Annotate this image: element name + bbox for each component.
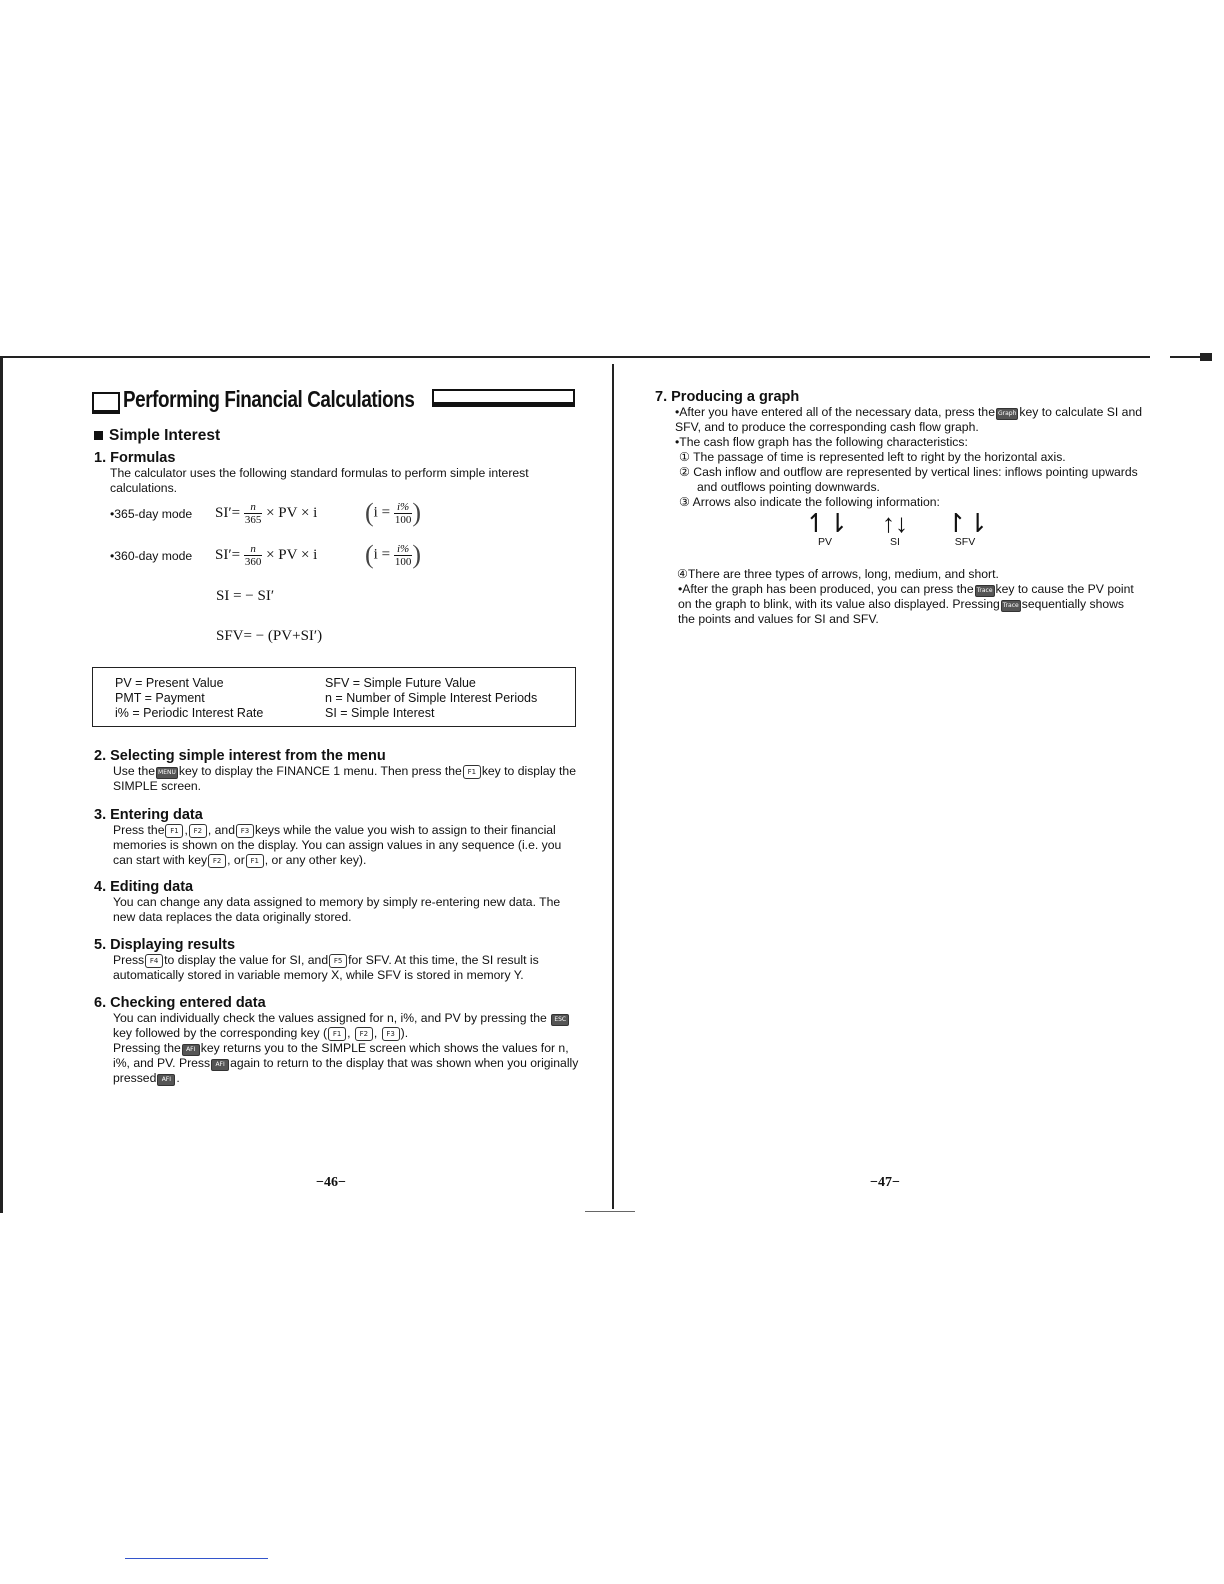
char-3: ③ Arrows also indicate the following information: bbox=[679, 495, 940, 509]
bottom-gutter-rule bbox=[585, 1211, 635, 1212]
esc-key-icon: ESC bbox=[551, 1014, 569, 1026]
formula-sfv: SFV= − (PV+SI′) bbox=[216, 628, 323, 644]
item-editing: 4. Editing data You can change any data assigned to memory by simply re-entering new data. The new data replaces the data originally stored. bbox=[94, 879, 561, 924]
bullet-trace: •After the graph has been produced, you can press the Trace key to cause the PV point on the graph to blink, with its value also displayed. Pressing Trace sequentially shows the points and values for SI and SFV. bbox=[678, 582, 1134, 626]
arrow-pv: ↿⇂ PV bbox=[805, 508, 849, 548]
f2-key-icon: F2 bbox=[208, 854, 226, 868]
center-gutter-rule bbox=[612, 364, 614, 1209]
top-rule bbox=[0, 356, 1150, 358]
arrow-legend bbox=[805, 508, 989, 555]
item-title: Displaying results bbox=[110, 937, 236, 953]
page-number-left: −46− bbox=[316, 1175, 346, 1190]
legend-pv: PV = Present Value bbox=[115, 676, 224, 690]
char-1: ① The passage of time is represented left to right by the horizontal axis. bbox=[679, 450, 1066, 464]
legend-box bbox=[92, 667, 576, 727]
square-bullet-icon bbox=[94, 431, 103, 440]
legend-pmt: PMT = Payment bbox=[115, 691, 205, 705]
item-title: Editing data bbox=[110, 879, 194, 895]
section-heading: Simple Interest bbox=[94, 427, 220, 445]
mode-label: •365-day mode bbox=[110, 507, 193, 521]
item-formulas: 1. Formulas The calculator uses the following standard formulas to perform simple interest calculations. bbox=[94, 450, 579, 496]
afi-key-icon: AFI bbox=[182, 1044, 200, 1056]
item-entering: 3. Entering data Press the F1 , F2 , and F3 keys while the value you wish to assign to their financial memories is shown on the display. You can assign values in any sequence (i.e. you can start with key F2 , or F1 , or any other key). bbox=[94, 807, 562, 867]
blue-underline bbox=[125, 1558, 268, 1559]
arrow-sfv: ↾⇂ SFV bbox=[945, 508, 989, 548]
legend-ipct: i% = Periodic Interest Rate bbox=[115, 706, 264, 720]
arrow-si: ↑↓ SI bbox=[875, 510, 915, 548]
f1-key-icon: F1 bbox=[463, 765, 481, 779]
top-rule-mark bbox=[1200, 353, 1212, 361]
graph-key-icon: Graph bbox=[996, 408, 1018, 420]
f5-key-icon: F5 bbox=[329, 954, 347, 968]
f1-key-icon: F1 bbox=[328, 1027, 346, 1041]
arrow-sfv-icon: ↾⇂ bbox=[945, 508, 989, 538]
page-number-right: −47− bbox=[870, 1175, 900, 1190]
bullet-characteristics: •The cash flow graph has the following characteristics: bbox=[675, 435, 968, 449]
page-title: Performing Financial Calculations bbox=[123, 386, 415, 412]
item-title: Checking entered data bbox=[110, 995, 266, 1011]
f4-key-icon: F4 bbox=[145, 954, 163, 968]
mode-label: •360-day mode bbox=[110, 549, 193, 563]
legend-n: n = Number of Simple Interest Periods bbox=[325, 691, 538, 705]
bullet-graph-key: •After you have entered all of the necessary data, press the Graph key to calculate SI and SFV, and to produce the corresponding cash flow graph. bbox=[675, 405, 1143, 434]
f2-key-icon: F2 bbox=[189, 824, 207, 838]
trace-key-icon: Trace bbox=[1001, 600, 1021, 612]
item-graph: 7. Producing a graph •After you have entered all of the necessary data, press the Graph key to calculate SI and SFV, and to produce the corresponding cash flow graph. •The cash flow graph has the following characteristics: ① The passage of time is represented left to right by the horizontal axis. ② Cash inflow and outflow are represented by vertical lines: inflows pointing upwards and outflows pointing downwards. ③ Arrows also indicate the following information: bbox=[655, 389, 1145, 510]
item-displaying: 5. Displaying results Press F4 to display the value for SI, and F5 for SFV. At this time, the SI result is automatically stored in variable memory X, while SFV is stored in memory Y. bbox=[94, 937, 539, 982]
char-4: ④There are three types of arrows, long, medium, and short. bbox=[677, 567, 999, 581]
menu-key-icon: MENU bbox=[156, 767, 178, 779]
formula-365: •365-day mode SI′= $\frac{n}{365}$ × PV × i (i = $\frac{i\%}{100}$ ) bbox=[110, 498, 421, 527]
f1-key-icon: F1 bbox=[246, 854, 264, 868]
f3-key-icon: F3 bbox=[382, 1027, 400, 1041]
afi-key-icon: AFI bbox=[157, 1074, 175, 1086]
left-edge-rule bbox=[0, 358, 3, 1213]
f3-key-icon: F3 bbox=[236, 824, 254, 838]
item-title: Producing a graph bbox=[671, 389, 800, 405]
header-bar bbox=[432, 389, 575, 407]
char-2: ② Cash inflow and outflow are represented by vertical lines: inflows pointing upwards and outflows pointing downwards. bbox=[679, 465, 1138, 494]
item-text: The calculator uses the following standard formulas to perform simple interest calculations. bbox=[110, 466, 529, 495]
item-title: Formulas bbox=[110, 450, 176, 466]
item-title: Entering data bbox=[110, 807, 203, 823]
arrow-si-icon: ↑↓ bbox=[882, 508, 908, 538]
legend-si: SI = Simple Interest bbox=[325, 706, 435, 720]
legend-sfv: SFV = Simple Future Value bbox=[325, 676, 476, 690]
item-selecting: 2. Selecting simple interest from the menu Use the MENU key to display the FINANCE 1 menu. Then press the F1 key to display the SIMPLE screen. bbox=[94, 748, 576, 793]
header-box-icon bbox=[92, 392, 120, 414]
page-header bbox=[92, 386, 577, 420]
trace-key-icon: Trace bbox=[975, 585, 995, 597]
arrow-pv-icon: ↿⇂ bbox=[805, 508, 849, 538]
f2-key-icon: F2 bbox=[355, 1027, 373, 1041]
formula-si: SI = − SI′ bbox=[216, 588, 275, 604]
item-checking: 6. Checking entered data You can individually check the values assigned for n, i%, and PV by pressing the ESCkey followed by the corresponding key ( F1 , F2 , F3 ). Pressing the AFI key returns you to the SIMPLE screen which shows the values for n, i%, and PV. Press AFI again to return to the display that was shown when you originally pressed AFI . bbox=[94, 995, 579, 1085]
formula-360: •360-day mode SI′= $\frac{n}{360}$ × PV × i (i = $\frac{i\%}{100}$ ) bbox=[110, 540, 421, 569]
f1-key-icon: F1 bbox=[165, 824, 183, 838]
afi-key-icon: AFI bbox=[211, 1059, 229, 1071]
item-title: Selecting simple interest from the menu bbox=[110, 748, 386, 764]
